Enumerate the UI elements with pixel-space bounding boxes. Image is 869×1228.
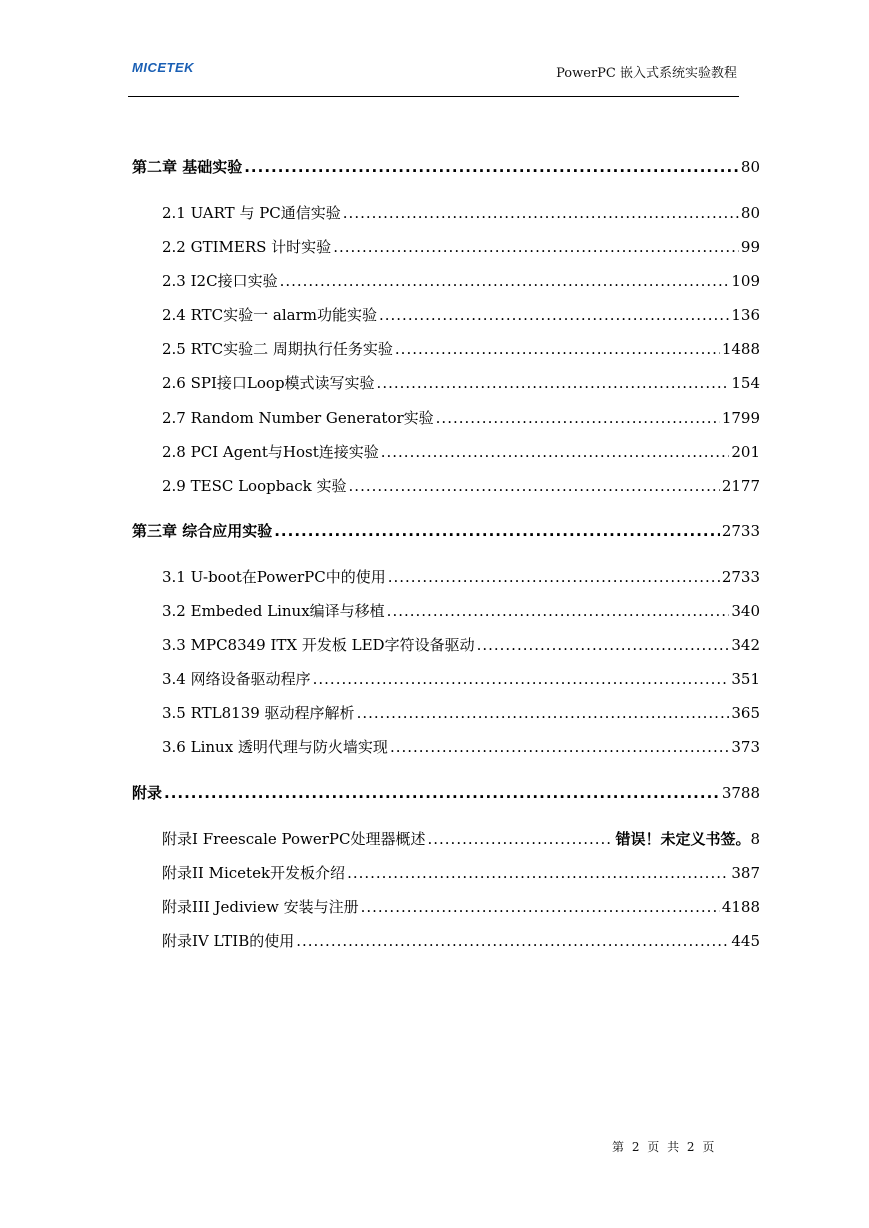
toc-page: 136 <box>731 306 760 324</box>
toc-section-3-5[interactable] <box>162 703 760 723</box>
company-logo: MICETEK <box>132 60 194 75</box>
toc-leader <box>347 863 729 883</box>
toc-page: 80 <box>740 158 760 176</box>
toc-label: 2.7 Random Number Generator实验 <box>162 409 434 427</box>
toc-section-3-1[interactable] <box>162 567 760 587</box>
page-footer: 第 2 页 共 2 页 <box>612 1140 715 1154</box>
toc-leader <box>377 373 730 393</box>
toc-page: 2177 <box>721 477 760 495</box>
toc-label: 2.1 UART 与 PC通信实验 <box>162 204 341 222</box>
toc-page: 340 <box>731 602 760 620</box>
toc-label: 附录III Jediview 安装与注册 <box>162 898 359 916</box>
toc-leader <box>379 305 729 325</box>
toc-leader <box>361 897 720 917</box>
toc-leader <box>244 157 739 177</box>
toc-label: 2.9 TESC Loopback 实验 <box>162 477 347 495</box>
toc-page: 351 <box>731 670 760 688</box>
toc-leader <box>395 339 720 359</box>
toc-label: 附录 <box>132 784 163 802</box>
toc-appendix[interactable] <box>132 783 760 803</box>
toc-section-2-1[interactable] <box>162 203 760 223</box>
toc-label: 3.5 RTL8139 驱动程序解析 <box>162 704 355 722</box>
toc-page: 80 <box>740 204 760 222</box>
toc-leader <box>333 237 739 257</box>
toc-label: 第二章 基础实验 <box>132 158 243 176</box>
toc-page: 109 <box>731 272 760 290</box>
toc-label: 附录IV LTIB的使用 <box>162 932 295 950</box>
toc-leader <box>280 271 730 291</box>
toc-section-2-8[interactable] <box>162 442 760 462</box>
toc-label: 3.4 网络设备驱动程序 <box>162 670 311 688</box>
toc-appendix-1[interactable] <box>162 829 760 849</box>
toc-page: 342 <box>731 636 760 654</box>
toc-error-text: 错误！未定义书签。 <box>615 830 751 848</box>
toc-leader <box>164 783 720 803</box>
toc-label: 2.3 I2C接口实验 <box>162 272 278 290</box>
toc-leader <box>390 737 729 757</box>
toc-section-2-4[interactable] <box>162 305 760 325</box>
toc-page: 1799 <box>721 409 760 427</box>
toc-leader <box>343 203 739 223</box>
toc-page: 2733 <box>721 568 760 586</box>
toc-leader <box>296 931 729 951</box>
toc-section-3-3[interactable] <box>162 635 760 655</box>
toc-page: 2733 <box>721 522 760 540</box>
toc-page: 8 <box>750 830 760 848</box>
toc-label: 2.8 PCI Agent与Host连接实验 <box>162 443 379 461</box>
toc-label: 3.3 MPC8349 ITX 开发板 LED字符设备驱动 <box>162 636 475 654</box>
toc-section-3-4[interactable] <box>162 669 760 689</box>
toc-section-2-9[interactable] <box>162 476 760 496</box>
toc-label: 2.2 GTIMERS 计时实验 <box>162 238 332 256</box>
toc-page: 1488 <box>721 340 760 358</box>
toc-section-2-2[interactable] <box>162 237 760 257</box>
toc-leader <box>427 829 613 849</box>
toc-leader <box>387 601 730 621</box>
toc-leader <box>381 442 730 462</box>
toc-chapter-3[interactable] <box>132 521 760 541</box>
toc-page: 3788 <box>721 784 760 802</box>
toc-page: 373 <box>731 738 760 756</box>
toc-section-3-2[interactable] <box>162 601 760 621</box>
toc-label: 2.6 SPI接口Loop模式读写实验 <box>162 374 375 392</box>
toc-label: 附录I Freescale PowerPC处理器概述 <box>162 830 426 848</box>
toc-page: 365 <box>731 704 760 722</box>
toc-leader <box>388 567 720 587</box>
toc-label: 附录II Micetek开发板介绍 <box>162 864 346 882</box>
toc-section-2-6[interactable] <box>162 373 760 393</box>
toc-leader <box>349 476 720 496</box>
toc-page: 387 <box>731 864 760 882</box>
toc-chapter-2[interactable] <box>132 157 760 177</box>
toc-appendix-3[interactable] <box>162 897 760 917</box>
toc-page: 99 <box>740 238 760 256</box>
toc-page: 4188 <box>721 898 760 916</box>
toc-leader <box>313 669 730 689</box>
toc-page: 201 <box>731 443 760 461</box>
toc-section-3-6[interactable] <box>162 737 760 757</box>
toc-appendix-2[interactable] <box>162 863 760 883</box>
header-title: PowerPC 嵌入式系统实验教程 <box>556 66 737 81</box>
toc-leader <box>436 408 720 428</box>
toc-page: 445 <box>731 932 760 950</box>
toc-label: 2.4 RTC实验一 alarm功能实验 <box>162 306 377 324</box>
toc-appendix-4[interactable] <box>162 931 760 951</box>
toc-leader <box>477 635 730 655</box>
toc-label: 3.2 Embeded Linux编译与移植 <box>162 602 385 620</box>
toc-section-2-7[interactable] <box>162 408 760 428</box>
toc-page: 154 <box>731 374 760 392</box>
toc-label: 第三章 综合应用实验 <box>132 522 273 540</box>
toc-label: 3.6 Linux 透明代理与防火墙实现 <box>162 738 388 756</box>
toc-label: 2.5 RTC实验二 周期执行任务实验 <box>162 340 393 358</box>
toc-section-2-5[interactable] <box>162 339 760 359</box>
toc-leader <box>357 703 730 723</box>
toc-section-2-3[interactable] <box>162 271 760 291</box>
toc-label: 3.1 U-boot在PowerPC中的使用 <box>162 568 386 586</box>
toc-leader <box>274 521 720 541</box>
